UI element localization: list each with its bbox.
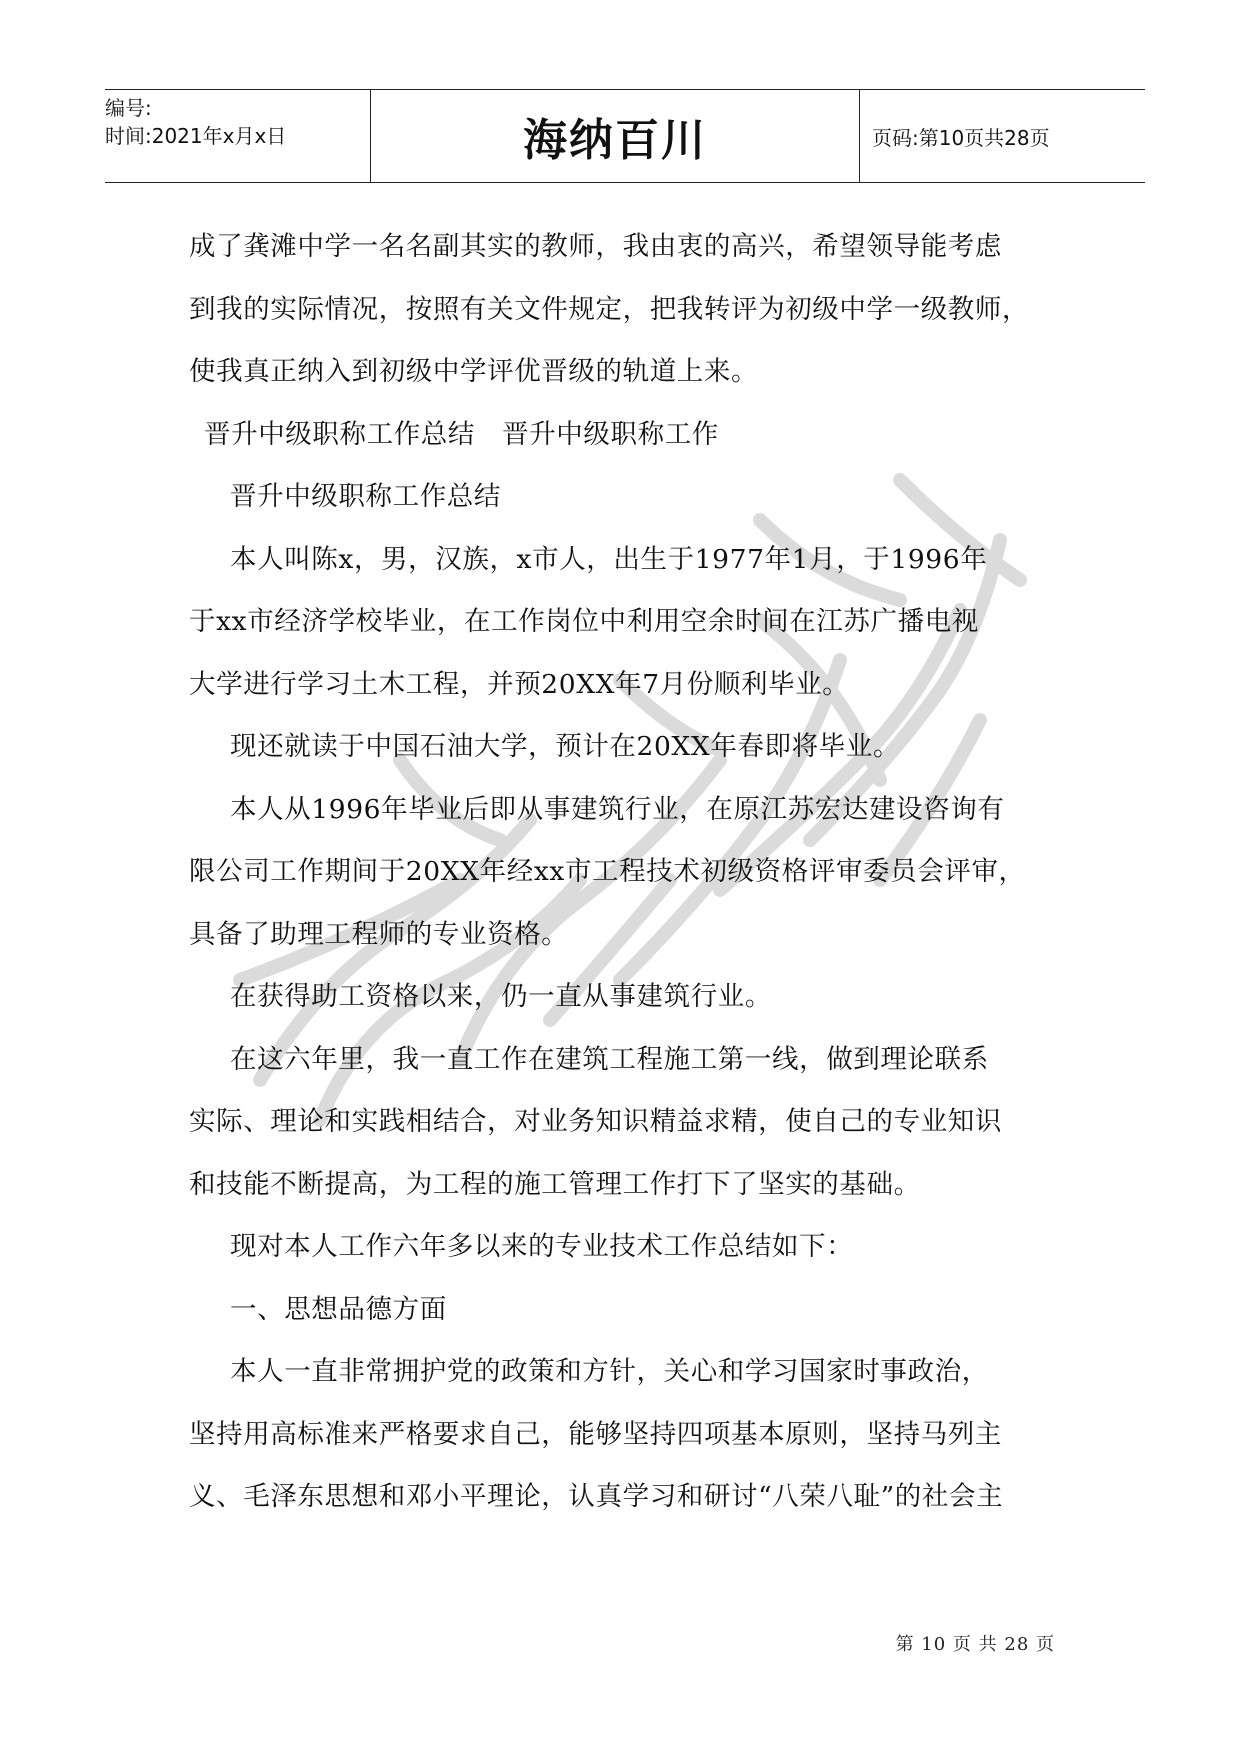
body-line: 使我真正纳入到初级中学评优晋级的轨道上来。 (189, 356, 759, 387)
body-line: 实际、理论和实践相结合，对业务知识精益求精，使自己的专业知识 (189, 1106, 1002, 1137)
time-label: 时间:2021年x月x日 (105, 124, 287, 148)
body-line: 本人从1996年毕业后即从事建筑行业，在原江苏宏达建设咨询有 (230, 793, 1005, 825)
body-line: 本人一直非常拥护党的政策和方针，关心和学习国家时事政治， (230, 1356, 989, 1387)
section-heading: 晋升中级职称工作总结 (230, 481, 501, 512)
subsection-heading: 一、思想品德方面 (230, 1293, 447, 1325)
body-line: 坚持用高标准来严格要求自己，能够坚持四项基本原则，坚持马列主 (189, 1418, 1002, 1450)
section-title-line: 晋升中级职称工作总结 晋升中级职称工作 (204, 418, 719, 450)
header-brand-cell (370, 90, 860, 182)
body-line: 具备了助理工程师的专业资格。 (189, 918, 569, 950)
body-line: 和技能不断提高，为工程的施工管理工作打下了坚实的基础。 (189, 1168, 921, 1200)
body-line: 大学进行学习土木工程，并预20XX年7月份顺利毕业。 (189, 668, 850, 700)
body-line: 本人叫陈x，男，汉族，x市人，出生于1977年1月，于1996年 (230, 543, 988, 575)
body-line: 现还就读于中国石油大学，预计在20XX年春即将毕业。 (230, 731, 901, 762)
header-page-cell (860, 90, 1145, 182)
body-line: 限公司工作期间于20XX年经xx市工程技术初级资格评审委员会评审， (189, 856, 1026, 887)
body-line: 现对本人工作六年多以来的专业技术工作总结如下： (230, 1231, 854, 1262)
page-footer (0, 1630, 1055, 1656)
body-line: 义、毛泽东思想和邓小平理论，认真学习和研讨“八荣八耻”的社会主 (189, 1481, 1004, 1512)
footer-page-number: 第 10 页 共 28 页 (895, 1634, 1055, 1655)
body-line: 到我的实际情况，按照有关文件规定，把我转评为初级中学一级教师， (189, 293, 1030, 325)
page-header (105, 89, 1145, 183)
brand-title: 海纳百川 (523, 115, 707, 166)
body-line: 于xx市经济学校毕业，在工作岗位中利用空余时间在江苏广播电视 (189, 606, 979, 637)
header-meta (105, 90, 370, 182)
body-line: 在这六年里，我一直工作在建筑工程施工第一线，做到理论联系 (230, 1043, 989, 1075)
body-line: 在获得助工资格以来，仍一直从事建筑行业。 (230, 981, 772, 1012)
page-label: 页码:第10页共28页 (872, 125, 1050, 150)
body-line: 成了龚滩中学一名名副其实的教师，我由衷的高兴，希望领导能考虑 (189, 231, 1002, 262)
document-body (189, 216, 1064, 1529)
number-label: 编号: (105, 96, 152, 120)
